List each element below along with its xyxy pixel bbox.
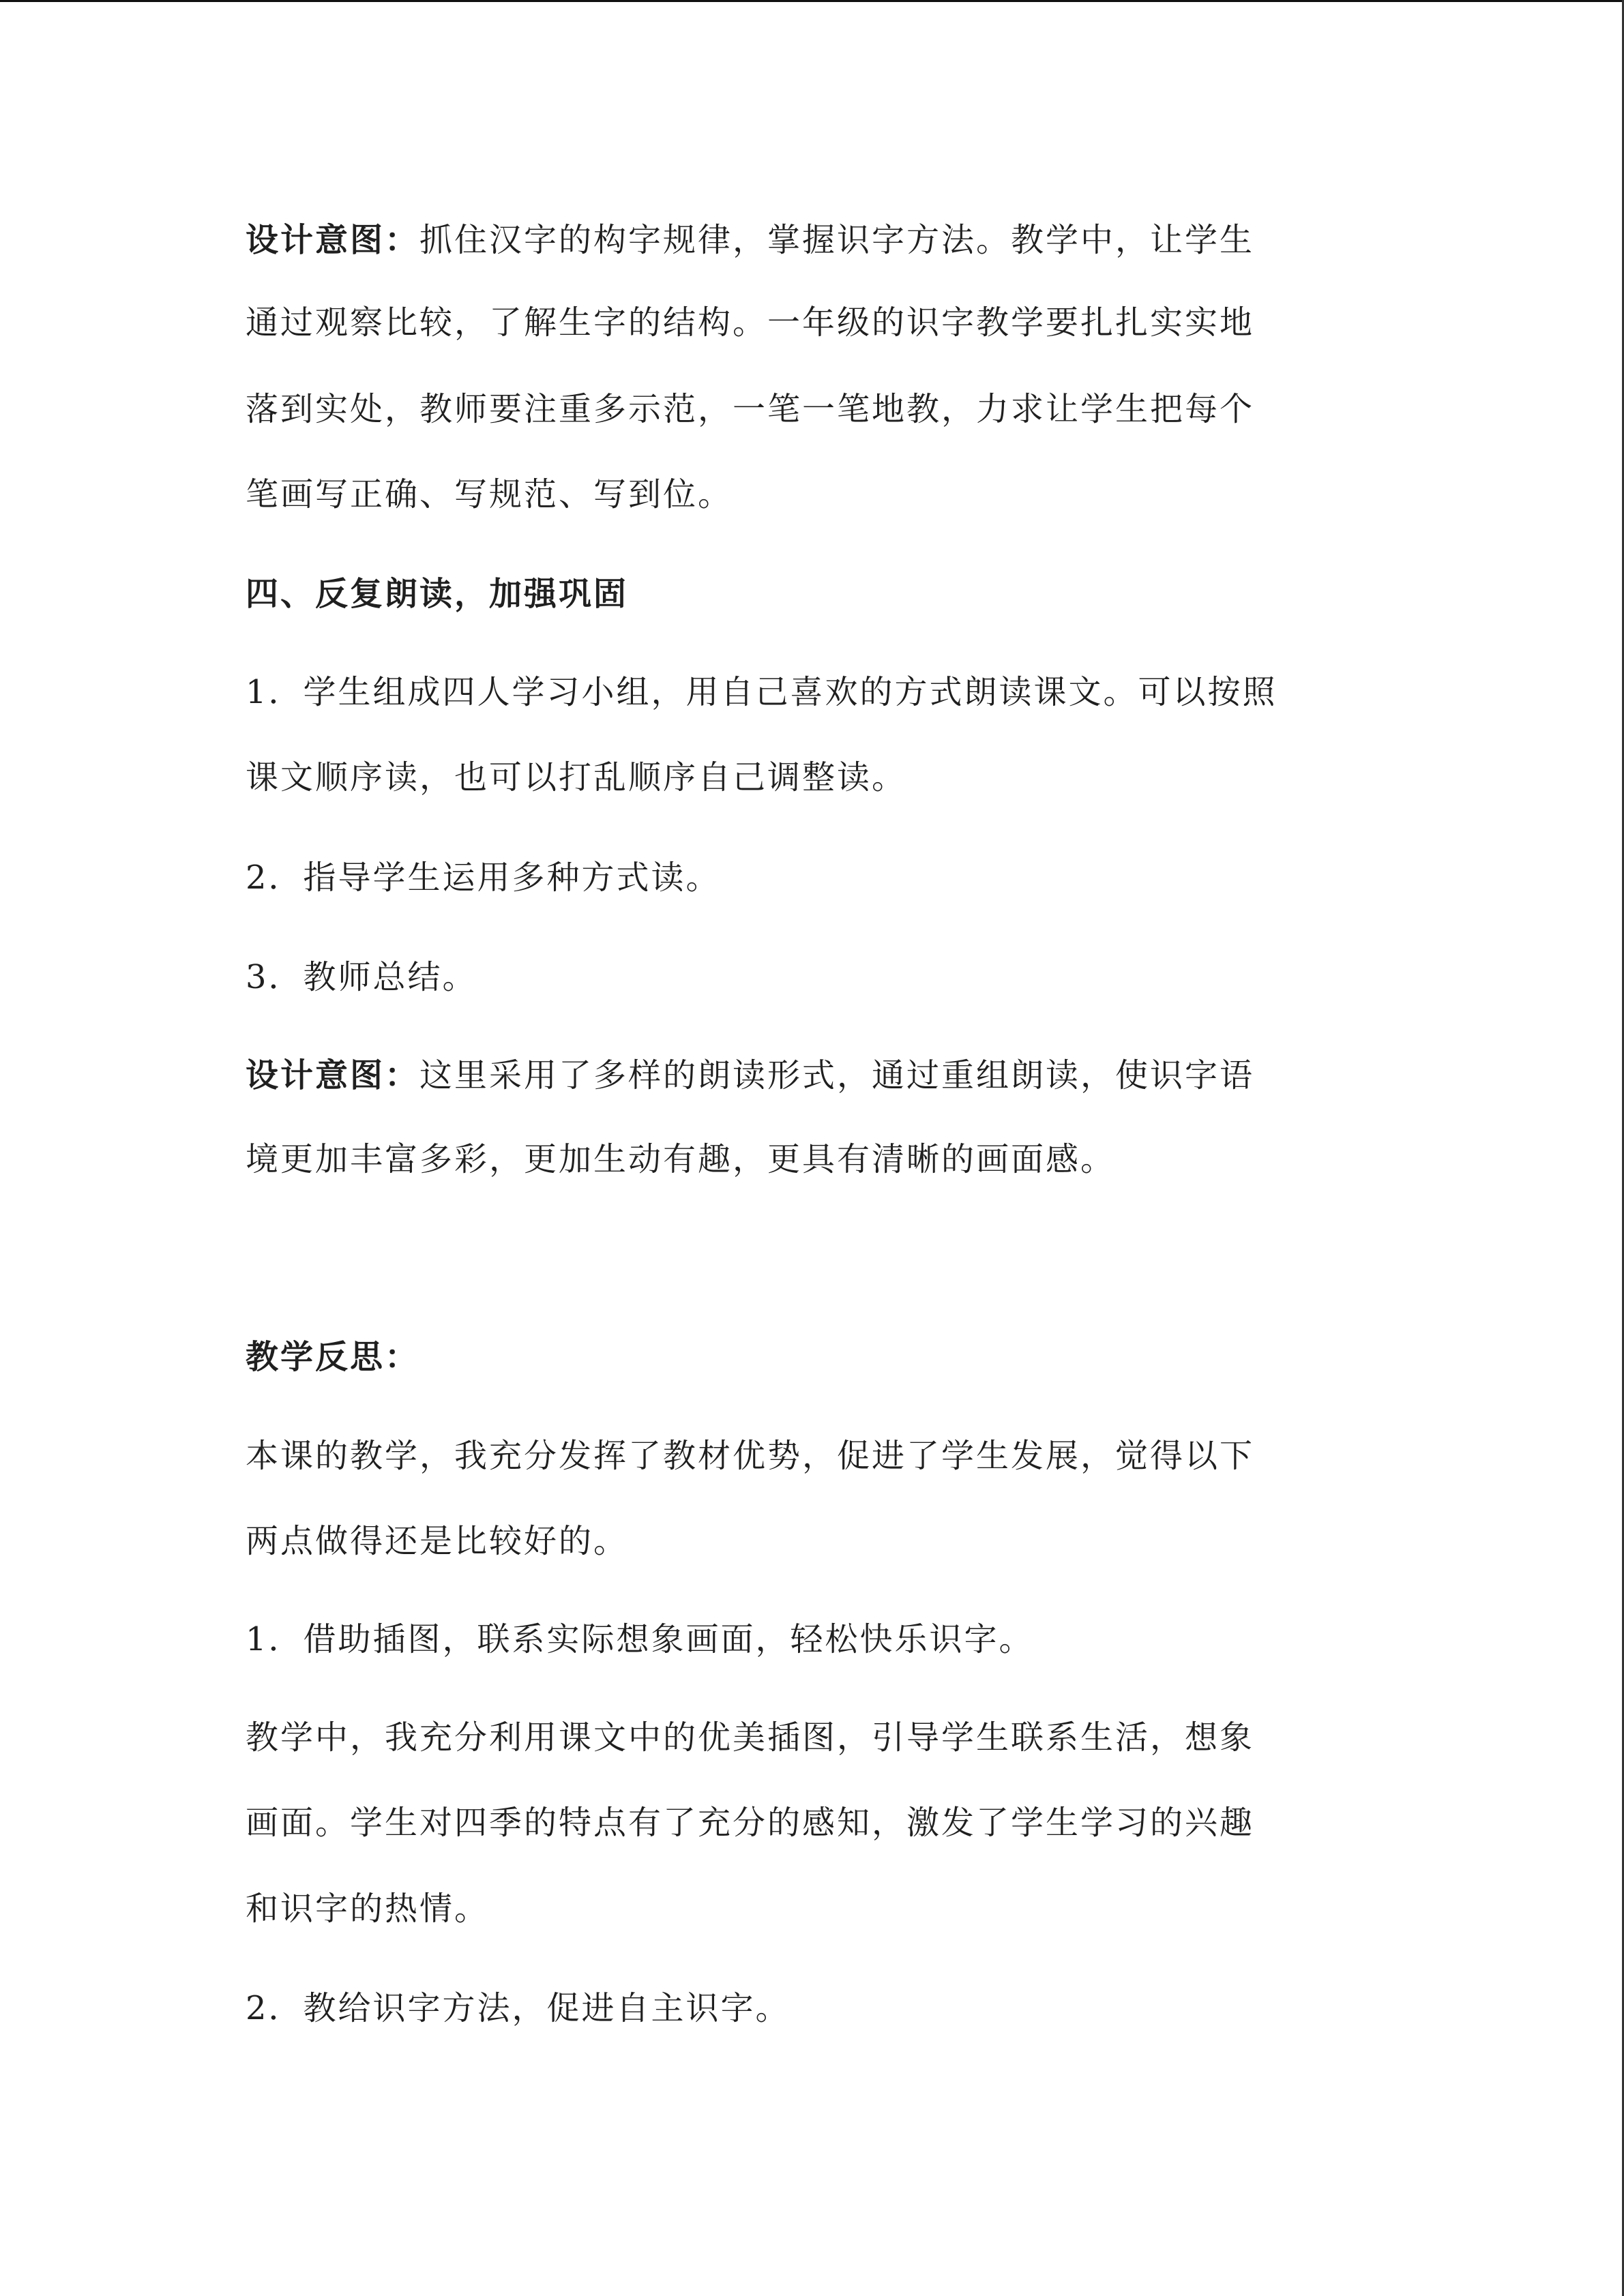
reflection-paragraph-1-line-2: 两点做得还是比较好的。 — [246, 1522, 629, 1560]
design-intent-paragraph-1-line-4: 笔画写正确、写规范、写到位。 — [246, 475, 733, 513]
reflection-item-2: 2．教给识字方法，促进自主识字。 — [246, 1989, 791, 2027]
design-intent-text: 这里采用了多样的朗读形式，通过重组朗读，使识字语 — [419, 1056, 1255, 1094]
design-intent-text: 抓住汉字的构字规律，掌握识字方法。教学中，让学生 — [419, 221, 1255, 259]
design-intent-paragraph-1-line-2: 通过观察比较，了解生字的结构。一年级的识字教学要扎扎实实地 — [246, 303, 1255, 342]
design-intent-paragraph-2-line-1 — [246, 1055, 1254, 1096]
design-intent-paragraph-2-line-2: 境更加丰富多彩，更加生动有趣，更具有清晰的画面感。 — [246, 1140, 1116, 1178]
reflection-paragraph-2-line-2: 画面。学生对四季的特点有了充分的感知，激发了学生学习的兴趣 — [246, 1804, 1255, 1842]
design-intent-paragraph-1-line-3: 落到实处，教师要注重多示范，一笔一笔地教，力求让学生把每个 — [246, 390, 1255, 428]
reflection-paragraph-1-line-1: 本课的教学，我充分发挥了教材优势，促进了学生发展，觉得以下 — [246, 1437, 1255, 1475]
design-intent-paragraph-1-line-1 — [246, 220, 1254, 260]
page-top-border — [0, 0, 1624, 2]
list-item-1-line-2: 课文顺序读，也可以打乱顺序自己调整读。 — [246, 758, 907, 796]
reflection-heading: 教学反思： — [246, 1338, 420, 1376]
list-item-3: 3．教师总结。 — [246, 958, 477, 996]
reflection-paragraph-2-line-1: 教学中，我充分利用课文中的优美插图，引导学生联系生活，想象 — [246, 1718, 1255, 1757]
design-intent-label: 设计意图： — [246, 221, 420, 259]
list-item-1-line-1: 1．学生组成四人学习小组，用自己喜欢的方式朗读课文。可以按照 — [246, 673, 1278, 711]
reflection-item-1: 1．借助插图，联系实际想象画面，轻松快乐识字。 — [246, 1620, 1034, 1658]
design-intent-label: 设计意图： — [246, 1056, 420, 1094]
reflection-paragraph-2-line-3: 和识字的热情。 — [246, 1890, 490, 1928]
list-item-2: 2．指导学生运用多种方式读。 — [246, 859, 721, 897]
section-heading-4: 四、反复朗读，加强巩固 — [246, 575, 629, 613]
